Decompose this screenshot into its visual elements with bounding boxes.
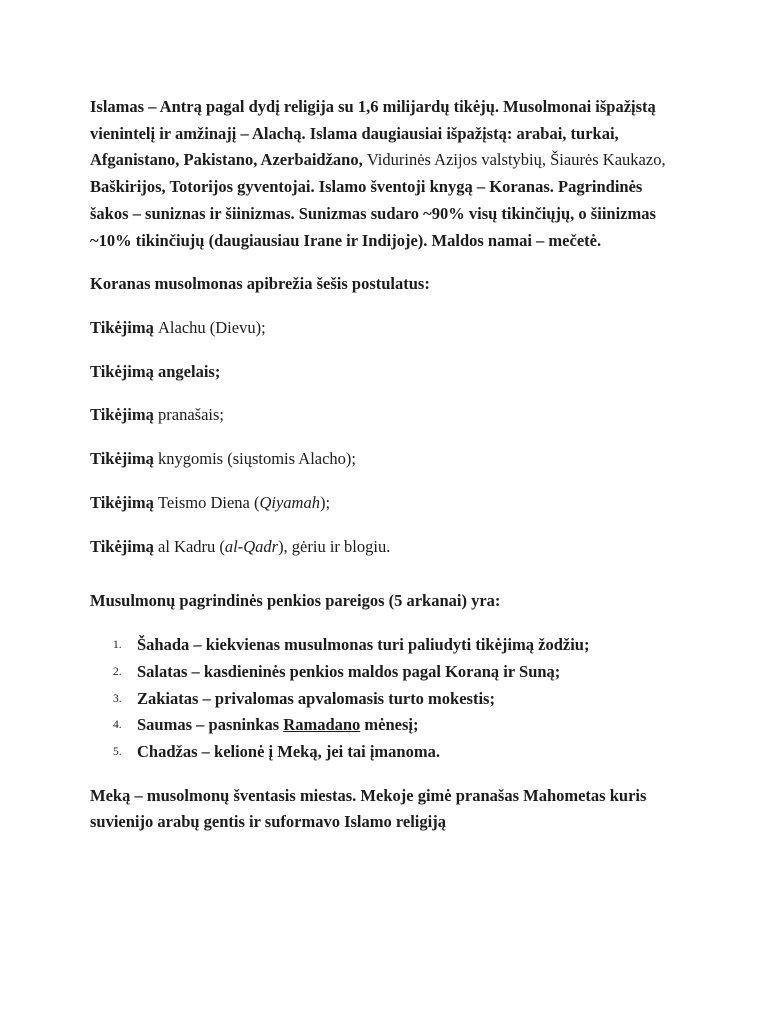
paragraph-postulate-6 [90, 534, 678, 561]
text-run: Salatas – kasdieninės penkios maldos pagal Koraną ir Suną; [137, 661, 561, 681]
text-run: Chadžas – kelionė į Meką, jei tai įmanoma. [137, 741, 440, 761]
paragraph-mecca [90, 783, 678, 836]
paragraph-postulate-1 [90, 315, 678, 342]
text-run: Baškirijos, Totorijos gyventojai. Islamo šventoji knygą – Koranas. Pagrindinės šakos – suniznas ir šiinizmas. Sunizmas sudaro ~90% visų tikinčiųjų, o šiinizmas ~10% tikinčiujų (daugiausiau Irane ir Indijoje). Maldos namai – mečetė. [90, 177, 656, 250]
paragraph-duties-heading [90, 588, 678, 615]
text-run: Islamas – Antrą pagal dydį religija su 1,6 milijardų tikėjų. Musolmonai išpažįstą vienintelį ir amžinajį – Alachą. Islama daugiausiai išpažįstą: arabai, turkai, Afganistano, Pakistano, Azerbaidžano, [90, 97, 656, 170]
text-run: Saumas – pasninkas [137, 715, 284, 735]
list-item [137, 712, 678, 739]
text-run: ), gėriu ir blogiu. [278, 536, 391, 556]
text-run: Alachu (Dievu); [158, 318, 266, 338]
paragraph-intro [90, 94, 678, 254]
text-run: pranašais; [158, 405, 224, 425]
document-content [90, 94, 678, 836]
text-run: Tikėjimą [90, 536, 158, 556]
text-run: Tikėjimą [90, 318, 158, 338]
paragraph-postulate-5 [90, 490, 678, 517]
text-run: Meką – musolmonų šventasis miestas. Mekoje gimė pranašas Mahometas kuris suvienijo arabų gentis ir suformavo Islamo religiją [90, 785, 647, 832]
text-run: Vidurinės Azijos valstybių, Šiaurės Kaukazo, [366, 150, 666, 170]
text-run: Ramadano [283, 715, 361, 735]
text-run: ); [319, 492, 331, 512]
text-run: Tikėjimą angelais; [90, 361, 221, 381]
text-run: al Kadru ( [158, 536, 225, 556]
text-run: mėnesį; [360, 715, 419, 735]
text-run: Zakiatas – privalomas apvalomasis turto mokestis; [137, 688, 495, 708]
text-run: knygomis (siųstomis Alacho); [158, 449, 356, 469]
paragraph-postulate-4 [90, 446, 678, 473]
list-item [137, 686, 678, 713]
text-run: Koranas musolmonas apibrežia šešis postulatus: [90, 274, 430, 294]
text-run: Šahada – kiekvienas musulmonas turi paliudyti tikėjimą žodžiu; [137, 635, 590, 655]
text-run: Qiyamah [259, 492, 320, 512]
list-item [137, 739, 678, 766]
text-run: Musulmonų pagrindinės penkios pareigos (5 arkanai) yra: [90, 591, 501, 611]
text-run: Tikėjimą [90, 405, 158, 425]
text-run: Tikėjimą [90, 492, 158, 512]
text-run: Tikėjimą [90, 449, 158, 469]
paragraph-postulate-2 [90, 359, 678, 386]
list-item [137, 632, 678, 659]
text-run: Teismo Diena ( [158, 492, 260, 512]
paragraph-postulate-3 [90, 402, 678, 429]
list-item [137, 659, 678, 686]
paragraph-postulates-heading [90, 271, 678, 298]
duties-list [90, 632, 678, 766]
text-run: al-Qadr [224, 536, 279, 556]
